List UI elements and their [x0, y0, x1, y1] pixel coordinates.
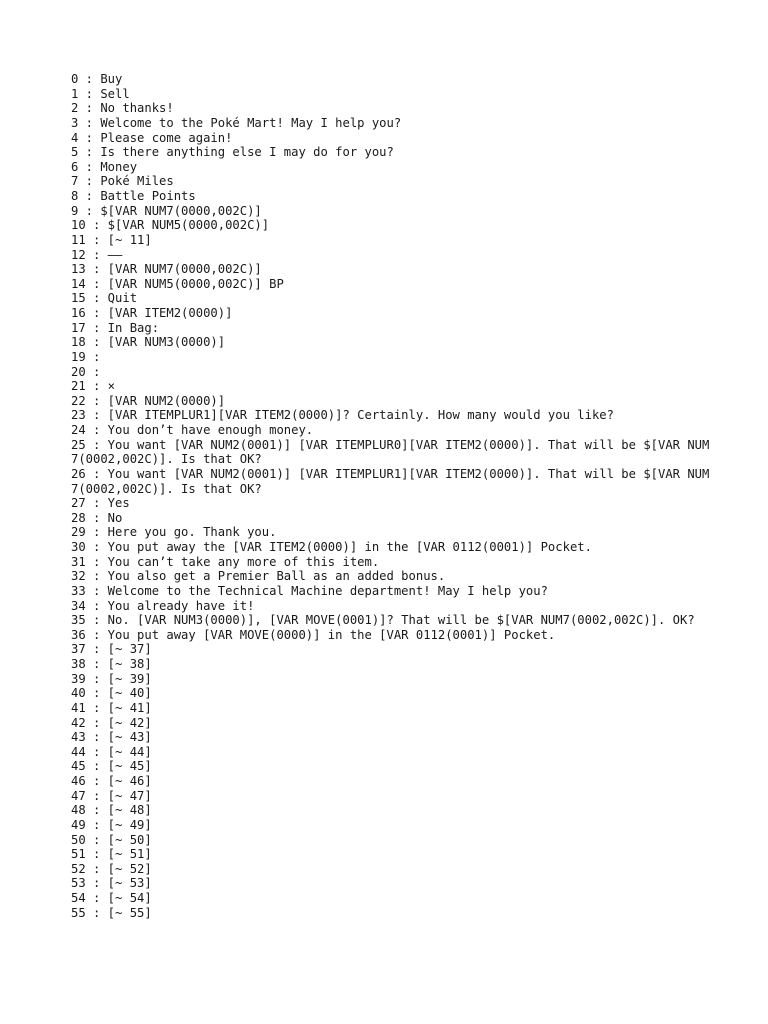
text-line: 38 : [~ 38] — [71, 657, 152, 671]
text-line: 37 : [~ 37] — [71, 642, 152, 657]
text-line: 6 : Money — [71, 159, 138, 174]
text-line: 54 : [~ 54] — [71, 891, 152, 905]
text-line: 41 : [~ 41] — [71, 700, 152, 715]
text-line: 46 : [~ 46] — [71, 774, 152, 788]
text-line: 19 : — [71, 349, 101, 364]
text-line: 5 : Is there anything else I may do for you? — [71, 145, 394, 160]
text-line: 40 : [~ 40] — [71, 686, 152, 701]
text-line: 13 : [VAR NUM7(0000,002C)] — [71, 262, 262, 277]
text-line: 30 : You put away the [VAR ITEM2(0000)] in the [VAR 0112(0001)] Pocket. — [71, 540, 592, 554]
text-line: 34 : You already have it! — [71, 598, 255, 613]
text-line: 22 : [VAR NUM2(0000)] — [71, 393, 226, 408]
text-line: 29 : Here you go. Thank you. — [71, 525, 277, 540]
text-line: 21 : × — [71, 379, 116, 394]
text-line: 25 : You want [VAR NUM2(0001)] [VAR ITEMPLUR0][VAR ITEM2(0000)]. That will be $[VAR NUM7(0002,002C)]. Is that OK? — [71, 437, 710, 467]
text-line: 3 : Welcome to the Poké Mart! May I help you? — [71, 115, 402, 130]
text-line: 50 : [~ 50] — [71, 832, 152, 847]
text-line: 17 : In Bag: — [71, 320, 160, 335]
text-line: 32 : You also get a Premier Ball as an added bonus. — [71, 569, 446, 584]
text-line: 15 : Quit — [71, 291, 138, 306]
text-line: 2 : No thanks! — [71, 101, 174, 116]
text-line: 53 : [~ 53] — [71, 876, 152, 891]
text-line: 9 : $[VAR NUM7(0000,002C)] — [71, 203, 262, 218]
text-line: 23 : [VAR ITEMPLUR1][VAR ITEM2(0000)]? Certainly. How many would you like? — [71, 408, 614, 423]
text-document — [71, 72, 711, 920]
text-line: 0 : Buy — [71, 72, 123, 86]
text-line: 43 : [~ 43] — [71, 730, 152, 745]
text-line: 12 : —— — [71, 247, 123, 262]
text-line: 26 : You want [VAR NUM2(0001)] [VAR ITEMPLUR1][VAR ITEM2(0000)]. That will be $[VAR NUM7(0002,002C)]. Is that OK? — [71, 466, 710, 496]
text-line: 14 : [VAR NUM5(0000,002C)] BP — [71, 276, 284, 291]
text-line: 42 : [~ 42] — [71, 715, 152, 730]
text-line: 36 : You put away [VAR MOVE(0000)] in the [VAR 0112(0001)] Pocket. — [71, 627, 556, 642]
text-line: 10 : $[VAR NUM5(0000,002C)] — [71, 218, 270, 233]
text-line: 51 : [~ 51] — [71, 847, 152, 862]
text-line: 16 : [VAR ITEM2(0000)] — [71, 306, 233, 320]
text-line: 39 : [~ 39] — [71, 671, 152, 686]
text-line: 35 : No. [VAR NUM3(0000)], [VAR MOVE(0001)]? That will be $[VAR NUM7(0002,002C)]. OK? — [71, 613, 695, 628]
text-line: 45 : [~ 45] — [71, 759, 152, 774]
text-line: 11 : [~ 11] — [71, 232, 152, 247]
text-line: 24 : You don’t have enough money. — [71, 423, 314, 437]
text-line: 28 : No — [71, 510, 123, 525]
text-line: 52 : [~ 52] — [71, 861, 152, 876]
text-line: 4 : Please come again! — [71, 130, 233, 145]
text-line: 31 : You can’t take any more of this item. — [71, 554, 380, 569]
text-line: 7 : Poké Miles — [71, 174, 174, 189]
text-line: 55 : [~ 55] — [71, 905, 152, 920]
text-line: 18 : [VAR NUM3(0000)] — [71, 335, 226, 350]
text-line: 33 : Welcome to the Technical Machine department! May I help you? — [71, 583, 548, 598]
text-line: 44 : [~ 44] — [71, 744, 152, 759]
text-line: 1 : Sell — [71, 86, 130, 101]
text-line: 48 : [~ 48] — [71, 803, 152, 818]
text-line: 49 : [~ 49] — [71, 817, 152, 832]
text-line: 27 : Yes — [71, 496, 130, 511]
text-line: 47 : [~ 47] — [71, 788, 152, 803]
text-line: 8 : Battle Points — [71, 189, 196, 203]
text-line: 20 : — [71, 364, 101, 379]
